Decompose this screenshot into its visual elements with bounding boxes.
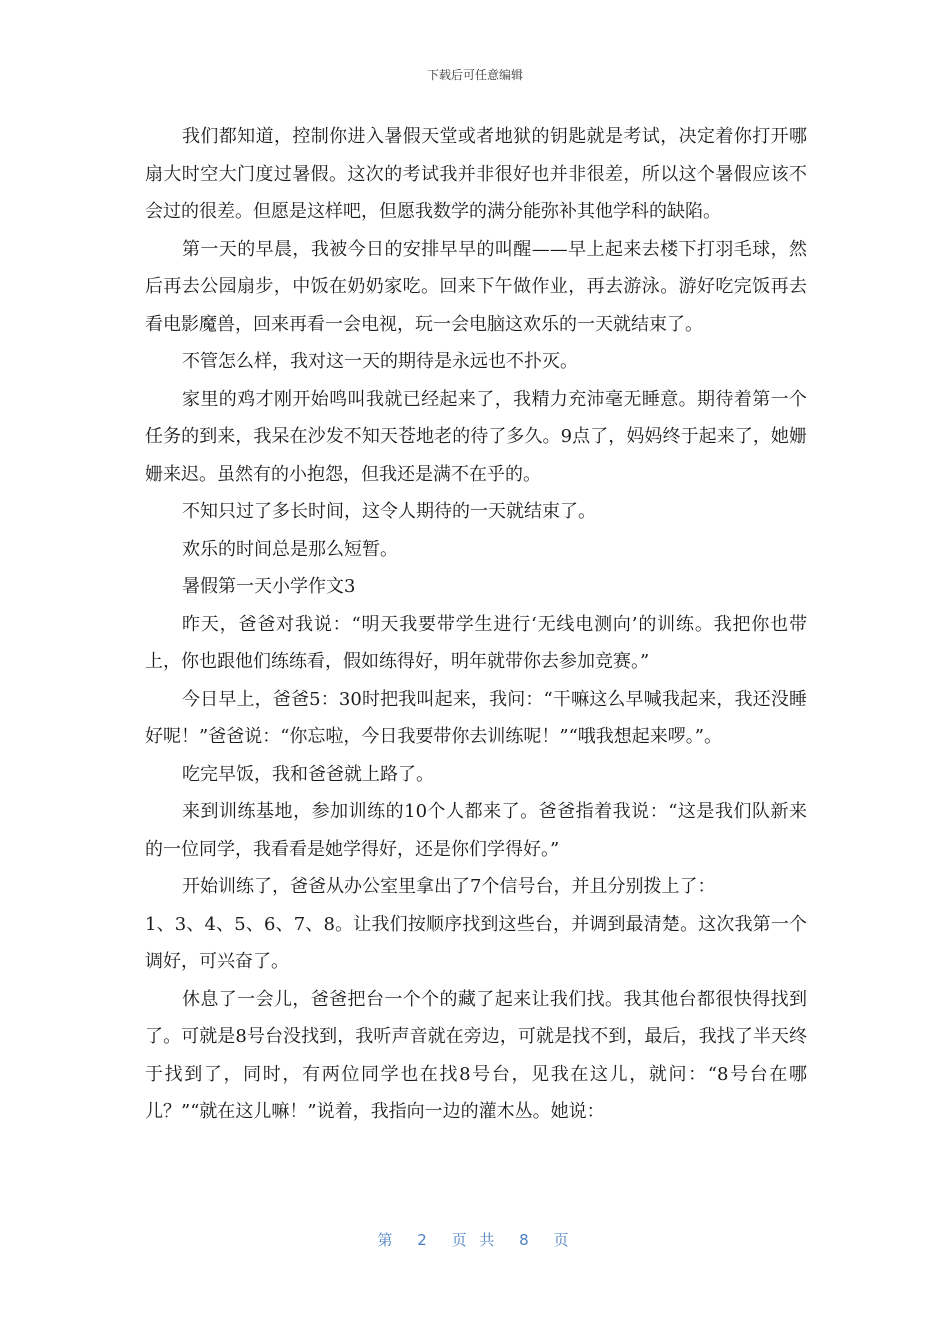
paragraph: 不管怎么样，我对这一天的期待是永远也不扑灭。 (182, 351, 578, 372)
paragraph: 1、3、4、5、6、7、8。让我们按顺序找到这些台，并调到最清楚。这次我第一个调好，可兴奋了。 (145, 913, 807, 972)
paragraph: 家里的鸡才刚开始鸣叫我就已经起来了，我精力充沛毫无睡意。期待着第一个任务的到来，我呆在沙发不知天苍地老的待了多久。9点了，妈妈终于起来了，她姗姗来迟。虽然有的小抱怨，但我还是满不在乎的。 (145, 388, 807, 485)
page-header-note: 下载后可任意编辑 (426, 68, 523, 82)
footer-di: 第 (377, 1231, 397, 1249)
paragraph: 开始训练了，爸爸从办公室里拿出了7个信号台，并且分别拨上了： (182, 876, 716, 897)
paragraph: 吃完早饭，我和爸爸就上路了。 (182, 763, 434, 785)
paragraph: 我们都知道，控制你进入暑假天堂或者地狱的钥匙就是考试，决定着你打开哪扇大时空大门度过暑假。这次的考试我并非很好也并非很差，所以这个暑假应该不会过的很差。但愿是这样吧，但愿我数学的满分能弥补其他学科的缺陷。 (145, 126, 807, 222)
document-body (145, 118, 807, 1131)
paragraph: 休息了一会儿，爸爸把台一个个的藏了起来让我们找。我其他台都很快得找到了。可就是8号台没找到，我听声音就在旁边，可就是找不到，最后，我找了半天终于找到了，同时，有两位同学也在找8号台，见我在这儿，就问：“8号台在哪儿？”“就在这儿嘛！”说着，我指向一边的灌木丛。她说： (145, 988, 807, 1122)
paragraph: 第一天的早晨，我被今日的安排早早的叫醒——早上起来去楼下打羽毛球，然后再去公园扇步，中饭在奶奶家吃。回来下午做作业，再去游泳。游好吃完饭再去看电影魔兽，回来再看一会电视，玩一会电脑这欢乐的一天就结束了。 (145, 238, 807, 335)
total-page-count: 8 (519, 1231, 533, 1249)
footer-ye: 页 (553, 1231, 573, 1249)
page-number-footer (0, 1229, 950, 1250)
footer-ye-gong: 页 共 (451, 1231, 499, 1249)
section-title: 暑假第一天小学作文3 (182, 576, 356, 597)
current-page-number: 2 (417, 1231, 431, 1249)
paragraph: 今日早上，爸爸5：30时把我叫起来，我问：“干嘛这么早喊我起来，我还没睡好呢！”爸爸说：“你忘啦，今日我要带你去训练呢！”“哦我想起来啰。”。 (145, 688, 807, 747)
paragraph: 不知只过了多长时间，这令人期待的一天就结束了。 (182, 501, 596, 522)
paragraph: 来到训练基地，参加训练的10个人都来了。爸爸指着我说：“这是我们队新来的一位同学，我看看是她学得好，还是你们学得好。” (145, 801, 807, 860)
paragraph: 欢乐的时间总是那么短暂。 (182, 538, 398, 560)
paragraph: 昨天，爸爸对我说：“明天我要带学生进行‘无线电测向’的训练。我把你也带上，你也跟他们练练看，假如练得好，明年就带你去参加竞赛。” (145, 613, 807, 672)
